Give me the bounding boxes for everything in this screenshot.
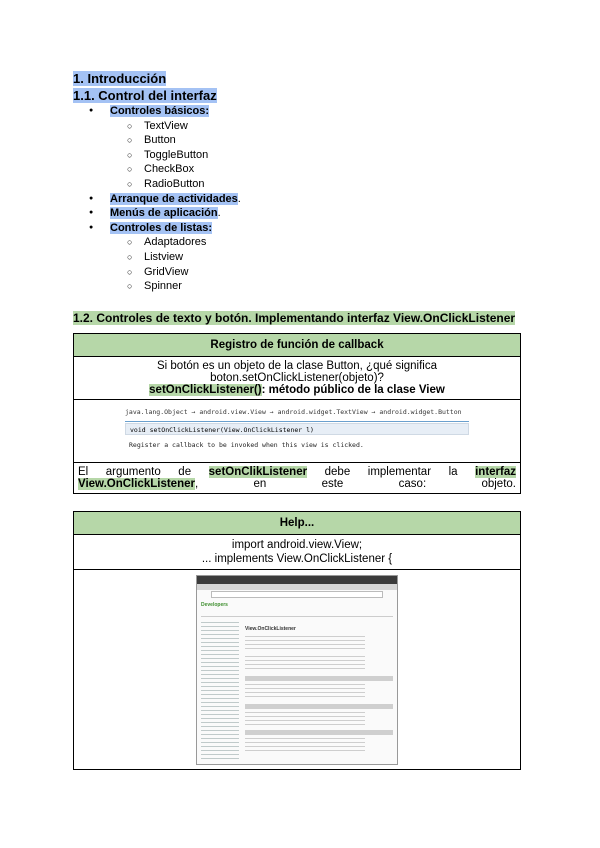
help-table-header: Help... [74,512,521,535]
heading-introduccion: 1. Introducción [73,71,167,86]
documentation-screenshot [196,575,398,765]
implements-line: ... implements View.OnClickListener { [201,553,393,565]
argument-cell [74,463,521,494]
list-item: ○ Spinner [74,279,241,294]
list-item: ○ Button [74,133,241,148]
callback-table-header: Registro de función de callback [74,334,521,357]
heading-control-interfaz: 1.1. Control del interfaz [73,88,217,103]
list-item: ● Controles de listas: [74,221,241,236]
section-title: 1.2. Controles de texto y botón. Implementando interfaz View.OnClickListener [73,311,516,325]
android-logo: Developers [201,602,228,608]
list-item: ○ RadioButton [74,177,241,192]
code-inheritance: java.lang.Object → android.view.View → android.widget.TextView → android.widget.Button [125,408,462,416]
argument-text: El argumento de setOnClikListener debe implementar la interfaz View.OnClickListener, en este caso: objeto. [78,466,516,490]
section-band [245,676,393,681]
text-lines [245,684,365,698]
callback-table [73,333,521,494]
text-lines [245,712,365,726]
docs-sidebar [201,622,239,762]
browser-tabbar [197,584,397,590]
divider [125,421,469,422]
list-item: ○ ToggleButton [74,148,241,163]
list-item: ● Controles básicos: [74,104,241,119]
docs-main [245,622,393,762]
text-lines [245,738,365,752]
help-table [73,511,521,770]
browser-titlebar [197,576,397,584]
code-signature: void setOnClickListener(View.OnClickListener l) [125,423,469,435]
list-item: ○ GridView [74,265,241,280]
section-band [245,730,393,735]
callback-question-cell [74,357,521,400]
callback-question: Si botón es un objeto de la clase Button, ¿qué significa boton.setOnClickListener(objeto)? [156,360,437,384]
callback-answer: setOnClickListener(): método público de la clase View [149,384,445,396]
text-lines [245,636,365,650]
list-item: ○ Listview [74,250,241,265]
browser-address-bar [211,591,383,598]
list-item: ○ TextView [74,119,241,134]
list-item: ● Menús de aplicación. [74,206,241,221]
screenshot-cell [74,570,521,770]
help-code-cell [74,535,521,570]
divider [201,616,393,617]
code-cell [74,400,521,463]
topic-outline [74,104,241,294]
list-item: ○ CheckBox [74,162,241,177]
import-line: import android.view.View; [231,539,363,551]
list-item: ● Arranque de actividades. [74,192,241,207]
text-lines [245,656,365,670]
list-item: ○ Adaptadores [74,235,241,250]
docs-title: View.OnClickListener [245,626,296,632]
code-snippet [125,408,469,454]
code-description: Register a callback to be invoked when this view is clicked. [129,441,364,449]
section-band [245,704,393,709]
